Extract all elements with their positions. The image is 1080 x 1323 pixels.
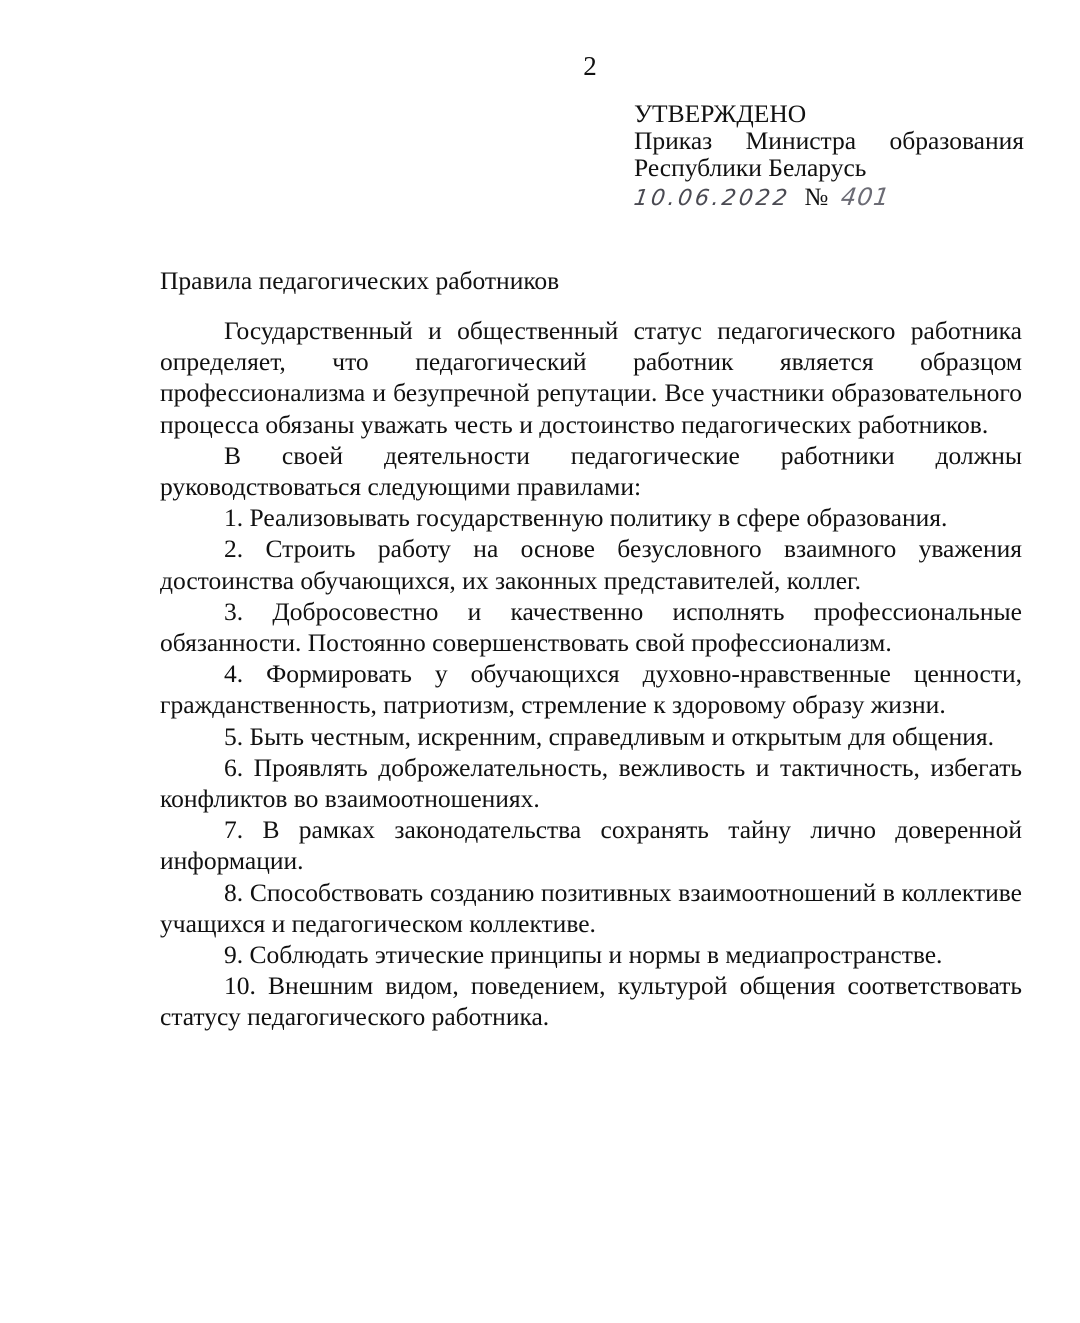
- document-title: Правила педагогических работников: [160, 266, 560, 295]
- document-body: [160, 315, 1022, 1033]
- rule-item-6: 6. Проявлять доброжелательность, вежливость и тактичность, избегать конфликтов во взаимоотношениях.: [160, 752, 1022, 814]
- rule-item-5: 5. Быть честным, искренним, справедливым и открытым для общения.: [224, 721, 995, 751]
- number-sign: №: [804, 184, 829, 211]
- rule-item-3: 3. Добросовестно и качественно исполнять профессиональные обязанности. Постоянно совершенствовать свой профессионализм.: [160, 596, 1022, 658]
- handwritten-date: 10.06.2022: [632, 186, 792, 211]
- approval-heading: УТВЕРЖДЕНО: [634, 99, 807, 128]
- page-number: 2: [583, 51, 597, 81]
- rule-item-1: 1. Реализовывать государственную политику в сфере образования.: [224, 503, 948, 533]
- approval-line-1: Приказ Министра образования: [634, 126, 1024, 155]
- rule-item-9: 9. Соблюдать этические принципы и нормы в медиапространстве.: [224, 940, 943, 970]
- rule-item-7: 7. В рамках законодательства сохранять тайну лично доверенной информации.: [160, 815, 1022, 876]
- rule-item-4: 4. Формировать у обучающихся духовно-нравственные ценности, гражданственность, патриотизм, стремление к здоровому образу жизни.: [160, 659, 1022, 720]
- rule-item-2: 2. Строить работу на основе безусловного взаимного уважения достоинства обучающихся, их законных представителей, коллег.: [160, 534, 1022, 595]
- paragraph-lead-in: В своей деятельности педагогические работники должны руководствоваться следующими правилами:: [160, 440, 1022, 502]
- approval-line-2: Республики Беларусь: [634, 153, 867, 182]
- paragraph-intro: Государственный и общественный статус педагогического работника определяет, что педагогический работник является образцом профессионализма и безупречной репутации. Все участники образовательного процесса обязаны уважать честь и достоинство педагогических работников.: [160, 316, 1022, 439]
- rule-item-8: 8. Способствовать созданию позитивных взаимоотношений в коллективе учащихся и педагогическом коллективе.: [160, 877, 1022, 938]
- approval-block: [634, 100, 1024, 212]
- rule-item-10: 10. Внешним видом, поведением, культурой общения соответствовать статусу педагогического работника.: [160, 971, 1022, 1032]
- handwritten-order-number: 401: [838, 183, 892, 211]
- approval-order-line: [634, 183, 1024, 212]
